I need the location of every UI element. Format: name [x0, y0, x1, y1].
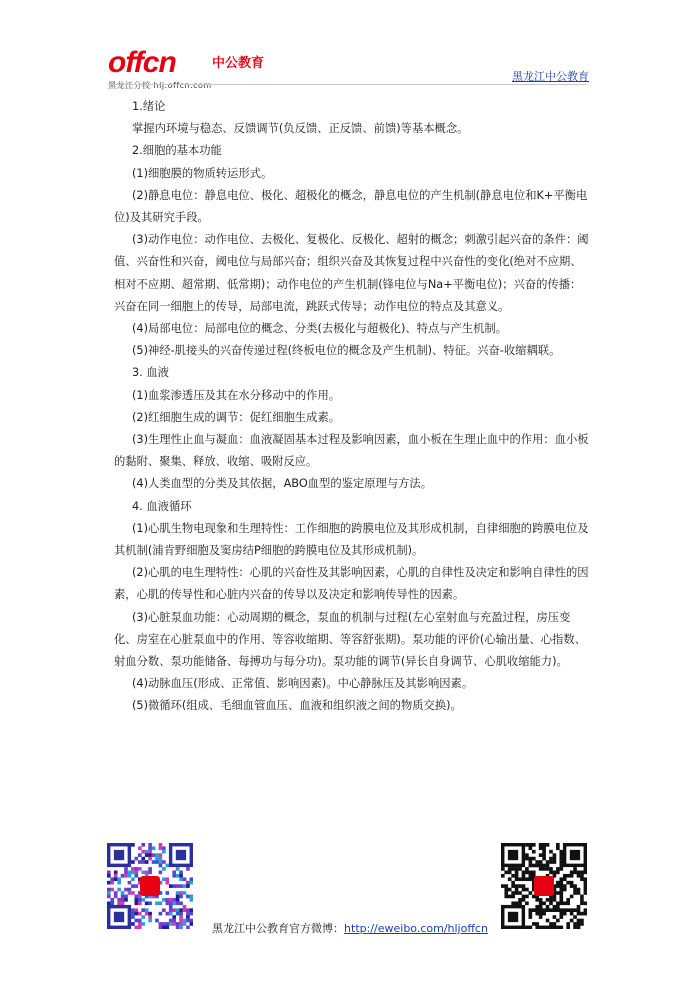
header-site-link[interactable]: 黑龙江中公教育 — [512, 70, 589, 83]
logo-subtitle: 黑龙江分校 hlj.offcn.com — [108, 81, 212, 90]
page-footer — [0, 920, 700, 936]
paragraph: (2)静息电位：静息电位、极化、超极化的概念，静息电位的产生机制(静息电位和K+平衡电位)及其研究手段。 — [114, 188, 588, 225]
qr-code-icon — [107, 843, 193, 929]
paragraph: (4)人类血型的分类及其依据，ABO血型的鉴定原理与方法。 — [132, 477, 433, 491]
paragraph: (1)血浆渗透压及其在水分移动中的作用。 — [132, 388, 341, 402]
footer-text: 黑龙江中公教育官方微博： — [212, 922, 345, 935]
header-divider — [108, 84, 586, 85]
paragraph: 掌握内环境与稳态、反馈调节(负反馈、正反馈、前馈)等基本概念。 — [132, 122, 469, 136]
paragraph: (3)动作电位：动作电位、去极化、复极化、反极化、超射的概念；刺激引起兴奋的条件：阈值、兴奋性和兴奋，阈电位与局部兴奋；组织兴奋及其恢复过程中兴奋性的变化(绝对不应期、相对不应期、超常期、低常期)；动作电位的产生机制(锋电位与Na+平衡电位)；兴奋的传播：兴奋在同一细胞上的传导，局部电流，跳跃式传导；动作电位的特点及其意义。 — [114, 233, 589, 313]
paragraph: (3)心脏泵血功能：心动周期的概念，泵血的机制与过程(左心室射血与充盈过程，房压变化、房室在心脏泵血中的作用、等容收缩期、等容舒张期)。泵功能的评价(心输出量、心指数、射血分数、泵功能储备、每搏功与每分功)。泵功能的调节(异长自身调节、心肌收缩能力)。 — [114, 610, 586, 669]
paragraph: 1.绪论 — [132, 100, 166, 113]
paragraph: (3)生理性止血与凝血：血液凝固基本过程及影响因素，血小板在生理止血中的作用：血小板的黏附、聚集、释放、收缩、吸附反应。 — [114, 433, 589, 469]
paragraph: (1)心肌生物电现象和生理特性：工作细胞的跨膜电位及其形成机制，自律细胞的跨膜电位及其机制(浦肯野细胞及窦房结P细胞的跨膜电位及其形成机制)。 — [114, 521, 589, 558]
paragraph: (5)微循环(组成、毛细血管血压、血液和组织液之间的物质交换)。 — [132, 699, 462, 713]
paragraph: (2)红细胞生成的调节：促红细胞生成素。 — [132, 410, 341, 424]
paragraph: 2.细胞的基本功能 — [132, 144, 222, 158]
paragraph: (2)心肌的电生理特性：心肌的兴奋性及其影响因素，心肌的自律性及决定和影响自律性的因素，心肌的传导性和心脏内兴奋的传导以及决定和影响传导性的因素。 — [114, 566, 589, 602]
paragraph: (4)局部电位：局部电位的概念、分类(去极化与超极化)、特点与产生机制。 — [132, 322, 508, 336]
document-body — [114, 96, 592, 718]
paragraph: (4)动脉血压(形成、正常值、影响因素)。中心静脉压及其影响因素。 — [132, 677, 474, 691]
page-header — [0, 0, 700, 95]
footer-weibo-link[interactable]: http://eweibo.com/hljoffcn — [344, 922, 488, 935]
logo-chinese-name: 中公教育 — [212, 56, 265, 71]
paragraph: (5)神经-肌接头的兴奋传递过程(终板电位的概念及产生机制)、特征。兴奋-收缩耦联。 — [132, 344, 561, 358]
logo-wordmark: offcn — [108, 46, 176, 79]
paragraph: 4. 血液循环 — [132, 499, 192, 513]
paragraph: 3. 血液 — [132, 366, 169, 380]
qr-code-icon — [501, 843, 587, 929]
paragraph: (1)细胞膜的物质转运形式。 — [132, 166, 273, 180]
